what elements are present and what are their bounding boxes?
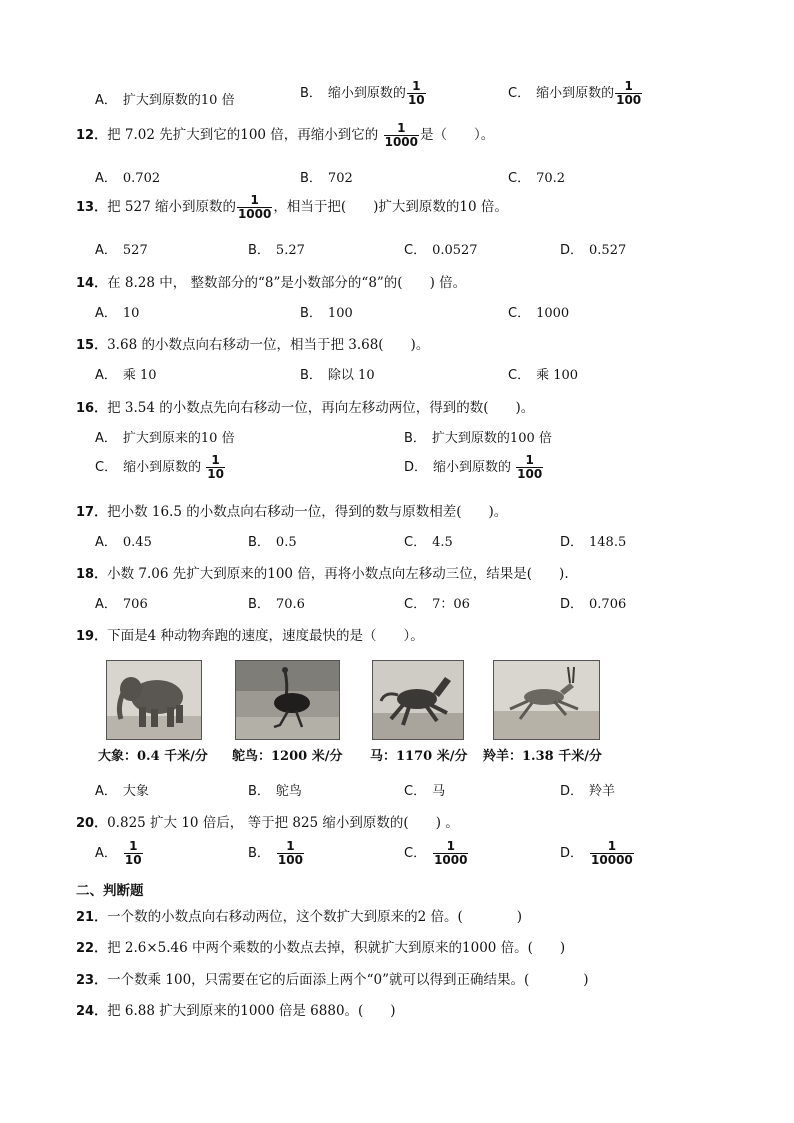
q17-option-c[interactable]: C． 4.5 bbox=[404, 535, 453, 550]
fraction: $\frac{1}{100}$ bbox=[517, 453, 543, 481]
q20-option-c[interactable]: C． $\frac{1}{1000}$ bbox=[404, 839, 468, 867]
q19-option-b[interactable]: B． 鸵鸟 bbox=[248, 784, 302, 799]
caption-horse: 马：1170 米/分 bbox=[370, 749, 468, 764]
fraction: $\frac{1}{1000}$ bbox=[434, 839, 468, 867]
question-20: 20．0.825 扩大 10 倍后， 等于把 825 缩小到原数的( ) 。 bbox=[76, 815, 459, 831]
caption-antelope: 羚羊：1.38 千米/分 bbox=[483, 749, 602, 764]
q13-option-d[interactable]: D． 0.527 bbox=[560, 243, 627, 258]
q19-option-d[interactable]: D． 羚羊 bbox=[560, 784, 616, 799]
q20-option-d[interactable]: D． $\frac{1}{10000}$ bbox=[560, 839, 633, 867]
elephant-photo bbox=[106, 660, 202, 740]
q15-option-a[interactable]: A． 乘 10 bbox=[95, 368, 157, 383]
q14-option-a[interactable]: A． 10 bbox=[95, 306, 140, 321]
q11-option-a[interactable]: A． 扩大到原数的10 倍 bbox=[95, 93, 235, 108]
q20-option-a[interactable]: A． $\frac{1}{10}$ bbox=[95, 839, 142, 867]
fraction: $\frac{1}{10}$ bbox=[124, 839, 142, 867]
question-21: 21．一个数的小数点向右移动两位，这个数扩大到原来的2 倍。( ) bbox=[76, 909, 523, 925]
q14-option-c[interactable]: C． 1000 bbox=[508, 306, 570, 321]
q13-option-a[interactable]: A． 527 bbox=[95, 243, 148, 258]
fraction: $\frac{1}{1000}$ bbox=[384, 121, 418, 149]
fraction: $\frac{1}{10000}$ bbox=[591, 839, 633, 867]
q16-option-d[interactable]: D． 缩小到原数的 $\frac{1}{100}$ bbox=[404, 453, 543, 481]
question-18: 18．小数 7.06 先扩大到原来的100 倍，再将小数点向左移动三位，结果是( ). bbox=[76, 566, 569, 582]
q19-option-a[interactable]: A． 大象 bbox=[95, 784, 149, 799]
q20-option-b[interactable]: B． $\frac{1}{100}$ bbox=[248, 839, 303, 867]
fraction: $\frac{1}{10}$ bbox=[407, 79, 425, 107]
fraction: $\frac{1}{10}$ bbox=[207, 453, 224, 481]
question-13: 13．把 527 缩小到原数的 $\frac{1}{1000}$ ，相当于把( )扩大到原数的10 倍。 bbox=[76, 193, 508, 221]
question-23: 23．一个数乘 100，只需要在它的后面添上两个“0”就可以得到正确结果。( ) bbox=[76, 972, 589, 988]
q17-option-d[interactable]: D． 148.5 bbox=[560, 535, 627, 550]
q18-option-a[interactable]: A． 706 bbox=[95, 597, 148, 612]
q12-option-c[interactable]: C． 70.2 bbox=[508, 171, 566, 186]
q12-option-b[interactable]: B． 702 bbox=[300, 171, 353, 186]
q13-option-c[interactable]: C． 0.0527 bbox=[404, 243, 478, 258]
q17-option-a[interactable]: A． 0.45 bbox=[95, 535, 152, 550]
q15-option-c[interactable]: C． 乘 100 bbox=[508, 368, 579, 383]
section-heading-judgement: 二、判断题 bbox=[76, 883, 144, 899]
horse-photo bbox=[372, 660, 464, 740]
q19-option-c[interactable]: C． 马 bbox=[404, 784, 446, 799]
fraction: $\frac{1}{100}$ bbox=[616, 79, 642, 107]
question-19: 19．下面是4 种动物奔跑的速度，速度最快的是（ ）。 bbox=[76, 628, 424, 644]
q16-option-b[interactable]: B． 扩大到原数的100 倍 bbox=[404, 431, 552, 446]
q16-option-c[interactable]: C． 缩小到原数的 $\frac{1}{10}$ bbox=[95, 453, 224, 481]
q11-option-b[interactable]: B． 缩小到原数的 $\frac{1}{10}$ bbox=[300, 79, 425, 107]
question-14: 14．在 8.28 中， 整数部分的“8”是小数部分的“8”的( ) 倍。 bbox=[76, 275, 467, 291]
q14-option-b[interactable]: B． 100 bbox=[300, 306, 353, 321]
q15-option-b[interactable]: B． 除以 10 bbox=[300, 368, 375, 383]
q16-option-a[interactable]: A． 扩大到原来的10 倍 bbox=[95, 431, 235, 446]
fraction: $\frac{1}{1000}$ bbox=[237, 193, 272, 221]
ostrich-photo bbox=[235, 660, 340, 740]
antelope-photo bbox=[493, 660, 600, 740]
q13-option-b[interactable]: B． 5.27 bbox=[248, 243, 305, 258]
caption-ostrich: 鸵鸟：1200 米/分 bbox=[232, 749, 343, 764]
q17-option-b[interactable]: B． 0.5 bbox=[248, 535, 297, 550]
q18-option-b[interactable]: B． 70.6 bbox=[248, 597, 305, 612]
question-24: 24．把 6.88 扩大到原来的1000 倍是 6880。( ) bbox=[76, 1003, 396, 1019]
q11-option-c[interactable]: C． 缩小到原数的 $\frac{1}{100}$ bbox=[508, 79, 642, 107]
question-22: 22．把 2.6×5.46 中两个乘数的小数点去掉，积就扩大到原来的1000 倍。( ) bbox=[76, 940, 566, 956]
q18-option-d[interactable]: D． 0.706 bbox=[560, 597, 627, 612]
q18-option-c[interactable]: C． 7：06 bbox=[404, 597, 470, 612]
q12-option-a[interactable]: A． 0.702 bbox=[95, 171, 161, 186]
question-12: 12．把 7.02 先扩大到它的100 倍，再缩小到它的 $\frac{1}{1000}$ 是（ ）。 bbox=[76, 121, 495, 149]
caption-elephant: 大象：0.4 千米/分 bbox=[98, 749, 208, 764]
fraction: $\frac{1}{100}$ bbox=[277, 839, 303, 867]
question-15: 15．3.68 的小数点向右移动一位，相当于把 3.68( )。 bbox=[76, 337, 430, 353]
question-17: 17．把小数 16.5 的小数点向右移动一位，得到的数与原数相差( )。 bbox=[76, 504, 508, 520]
question-16: 16．把 3.54 的小数点先向右移动一位，再向左移动两位，得到的数( )。 bbox=[76, 400, 535, 416]
